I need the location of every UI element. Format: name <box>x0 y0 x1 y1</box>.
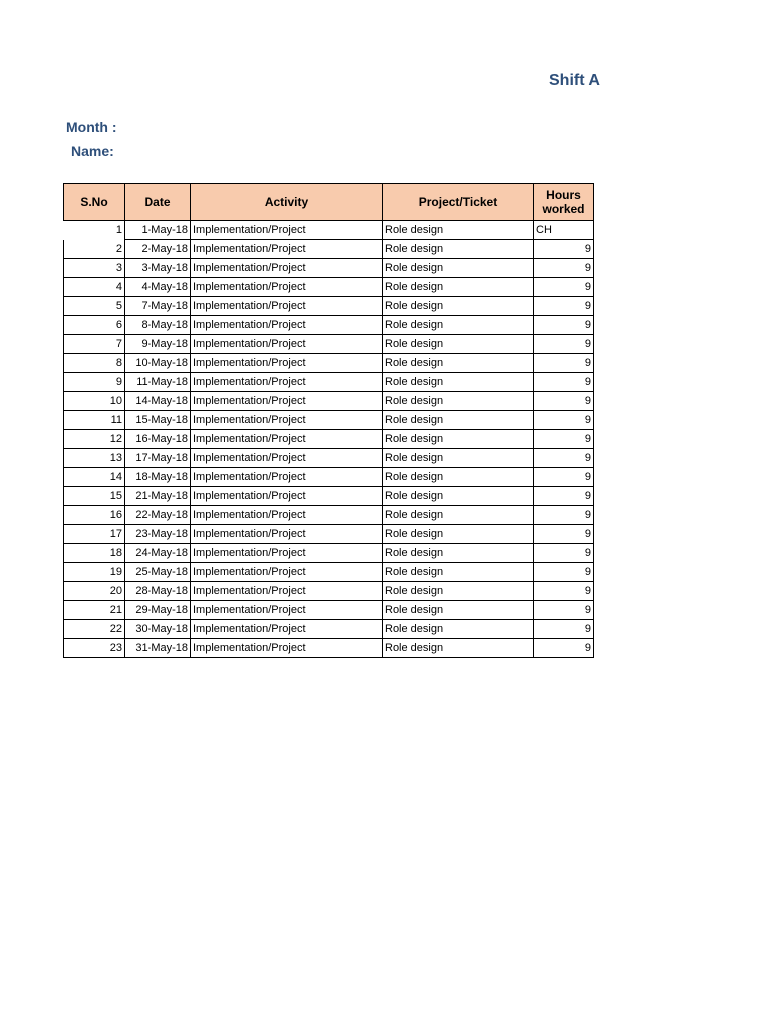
cell-project: Role design <box>383 563 534 582</box>
cell-sno: 3 <box>64 259 125 278</box>
table-row <box>64 563 594 582</box>
table-row <box>64 468 594 487</box>
cell-sno: 8 <box>64 354 125 373</box>
table-row <box>64 259 594 278</box>
cell-date: 1-May-18 <box>125 221 191 240</box>
cell-sno: 20 <box>64 582 125 601</box>
table-row <box>64 297 594 316</box>
header-sno: S.No <box>64 184 125 221</box>
table-header-row <box>64 184 594 221</box>
cell-hours: 9 <box>534 392 594 411</box>
cell-sno: 5 <box>64 297 125 316</box>
cell-activity: Implementation/Project <box>191 601 383 620</box>
cell-sno: 21 <box>64 601 125 620</box>
cell-project: Role design <box>383 430 534 449</box>
cell-sno: 16 <box>64 506 125 525</box>
name-label: Name: <box>71 143 114 159</box>
table-row <box>64 544 594 563</box>
cell-date: 24-May-18 <box>125 544 191 563</box>
cell-hours: 9 <box>534 354 594 373</box>
cell-date: 30-May-18 <box>125 620 191 639</box>
cell-activity: Implementation/Project <box>191 240 383 259</box>
table-row <box>64 487 594 506</box>
cell-hours: 9 <box>534 373 594 392</box>
header-hours-worked <box>534 184 594 221</box>
cell-hours: 9 <box>534 506 594 525</box>
cell-hours: 9 <box>534 430 594 449</box>
cell-hours: 9 <box>534 582 594 601</box>
cell-project: Role design <box>383 620 534 639</box>
cell-sno: 11 <box>64 411 125 430</box>
table-row <box>64 392 594 411</box>
cell-activity: Implementation/Project <box>191 392 383 411</box>
cell-project: Role design <box>383 278 534 297</box>
cell-project: Role design <box>383 468 534 487</box>
table-row <box>64 639 594 658</box>
cell-activity: Implementation/Project <box>191 449 383 468</box>
cell-date: 3-May-18 <box>125 259 191 278</box>
cell-date: 21-May-18 <box>125 487 191 506</box>
cell-hours: 9 <box>534 449 594 468</box>
cell-activity: Implementation/Project <box>191 316 383 335</box>
table-row <box>64 354 594 373</box>
cell-hours: 9 <box>534 240 594 259</box>
cell-date: 16-May-18 <box>125 430 191 449</box>
table-row <box>64 221 594 240</box>
header-date: Date <box>125 184 191 221</box>
cell-sno: 13 <box>64 449 125 468</box>
cell-activity: Implementation/Project <box>191 506 383 525</box>
cell-project: Role design <box>383 373 534 392</box>
cell-project: Role design <box>383 582 534 601</box>
cell-date: 8-May-18 <box>125 316 191 335</box>
cell-date: 14-May-18 <box>125 392 191 411</box>
table-row <box>64 316 594 335</box>
cell-hours: 9 <box>534 620 594 639</box>
cell-sno: 18 <box>64 544 125 563</box>
cell-activity: Implementation/Project <box>191 373 383 392</box>
table-row <box>64 411 594 430</box>
cell-date: 31-May-18 <box>125 639 191 658</box>
cell-date: 2-May-18 <box>125 240 191 259</box>
cell-project: Role design <box>383 335 534 354</box>
cell-activity: Implementation/Project <box>191 620 383 639</box>
cell-date: 23-May-18 <box>125 525 191 544</box>
cell-sno: 23 <box>64 639 125 658</box>
cell-activity: Implementation/Project <box>191 278 383 297</box>
cell-date: 22-May-18 <box>125 506 191 525</box>
cell-activity: Implementation/Project <box>191 221 383 240</box>
cell-date: 10-May-18 <box>125 354 191 373</box>
cell-sno: 1 <box>64 221 125 240</box>
cell-hours: 9 <box>534 411 594 430</box>
cell-sno: 22 <box>64 620 125 639</box>
cell-sno: 6 <box>64 316 125 335</box>
cell-sno: 17 <box>64 525 125 544</box>
cell-hours: CH <box>534 221 594 240</box>
cell-activity: Implementation/Project <box>191 563 383 582</box>
cell-hours: 9 <box>534 297 594 316</box>
table-row <box>64 449 594 468</box>
header-project-ticket: Project/Ticket <box>383 184 534 221</box>
cell-project: Role design <box>383 392 534 411</box>
cell-hours: 9 <box>534 316 594 335</box>
cell-project: Role design <box>383 506 534 525</box>
cell-activity: Implementation/Project <box>191 487 383 506</box>
cell-sno: 4 <box>64 278 125 297</box>
cell-sno: 10 <box>64 392 125 411</box>
month-label: Month : <box>66 119 117 135</box>
cell-sno: 19 <box>64 563 125 582</box>
cell-activity: Implementation/Project <box>191 411 383 430</box>
header-activity: Activity <box>191 184 383 221</box>
cell-activity: Implementation/Project <box>191 297 383 316</box>
cell-hours: 9 <box>534 639 594 658</box>
cell-project: Role design <box>383 316 534 335</box>
table-row <box>64 506 594 525</box>
cell-project: Role design <box>383 259 534 278</box>
cell-sno: 14 <box>64 468 125 487</box>
cell-activity: Implementation/Project <box>191 468 383 487</box>
table-row <box>64 335 594 354</box>
cell-hours: 9 <box>534 563 594 582</box>
cell-project: Role design <box>383 525 534 544</box>
cell-activity: Implementation/Project <box>191 354 383 373</box>
table-row <box>64 525 594 544</box>
cell-date: 29-May-18 <box>125 601 191 620</box>
table-row <box>64 582 594 601</box>
cell-project: Role design <box>383 354 534 373</box>
cell-hours: 9 <box>534 468 594 487</box>
table-row <box>64 601 594 620</box>
cell-project: Role design <box>383 411 534 430</box>
table-row <box>64 430 594 449</box>
cell-project: Role design <box>383 601 534 620</box>
document-title: Shift A <box>549 72 600 89</box>
cell-date: 15-May-18 <box>125 411 191 430</box>
cell-project: Role design <box>383 487 534 506</box>
table-row <box>64 240 594 259</box>
cell-activity: Implementation/Project <box>191 544 383 563</box>
header-hours-worked-text: Hours worked <box>542 188 585 216</box>
cell-activity: Implementation/Project <box>191 335 383 354</box>
cell-date: 25-May-18 <box>125 563 191 582</box>
cell-date: 28-May-18 <box>125 582 191 601</box>
cell-activity: Implementation/Project <box>191 430 383 449</box>
cell-date: 11-May-18 <box>125 373 191 392</box>
cell-project: Role design <box>383 297 534 316</box>
cell-hours: 9 <box>534 487 594 506</box>
cell-sno: 9 <box>64 373 125 392</box>
table-row <box>64 278 594 297</box>
cell-project: Role design <box>383 639 534 658</box>
cell-date: 4-May-18 <box>125 278 191 297</box>
cell-date: 7-May-18 <box>125 297 191 316</box>
cell-activity: Implementation/Project <box>191 582 383 601</box>
cell-sno: 12 <box>64 430 125 449</box>
cell-hours: 9 <box>534 278 594 297</box>
cell-hours: 9 <box>534 544 594 563</box>
cell-hours: 9 <box>534 525 594 544</box>
cell-project: Role design <box>383 544 534 563</box>
cell-sno: 15 <box>64 487 125 506</box>
cell-activity: Implementation/Project <box>191 639 383 658</box>
cell-hours: 9 <box>534 335 594 354</box>
cell-sno: 2 <box>64 240 125 259</box>
cell-activity: Implementation/Project <box>191 525 383 544</box>
cell-activity: Implementation/Project <box>191 259 383 278</box>
cell-project: Role design <box>383 240 534 259</box>
table-row <box>64 373 594 392</box>
cell-project: Role design <box>383 221 534 240</box>
cell-hours: 9 <box>534 601 594 620</box>
table-row <box>64 620 594 639</box>
cell-date: 9-May-18 <box>125 335 191 354</box>
cell-date: 18-May-18 <box>125 468 191 487</box>
timesheet-table <box>63 183 594 658</box>
cell-hours: 9 <box>534 259 594 278</box>
cell-date: 17-May-18 <box>125 449 191 468</box>
cell-sno: 7 <box>64 335 125 354</box>
cell-project: Role design <box>383 449 534 468</box>
